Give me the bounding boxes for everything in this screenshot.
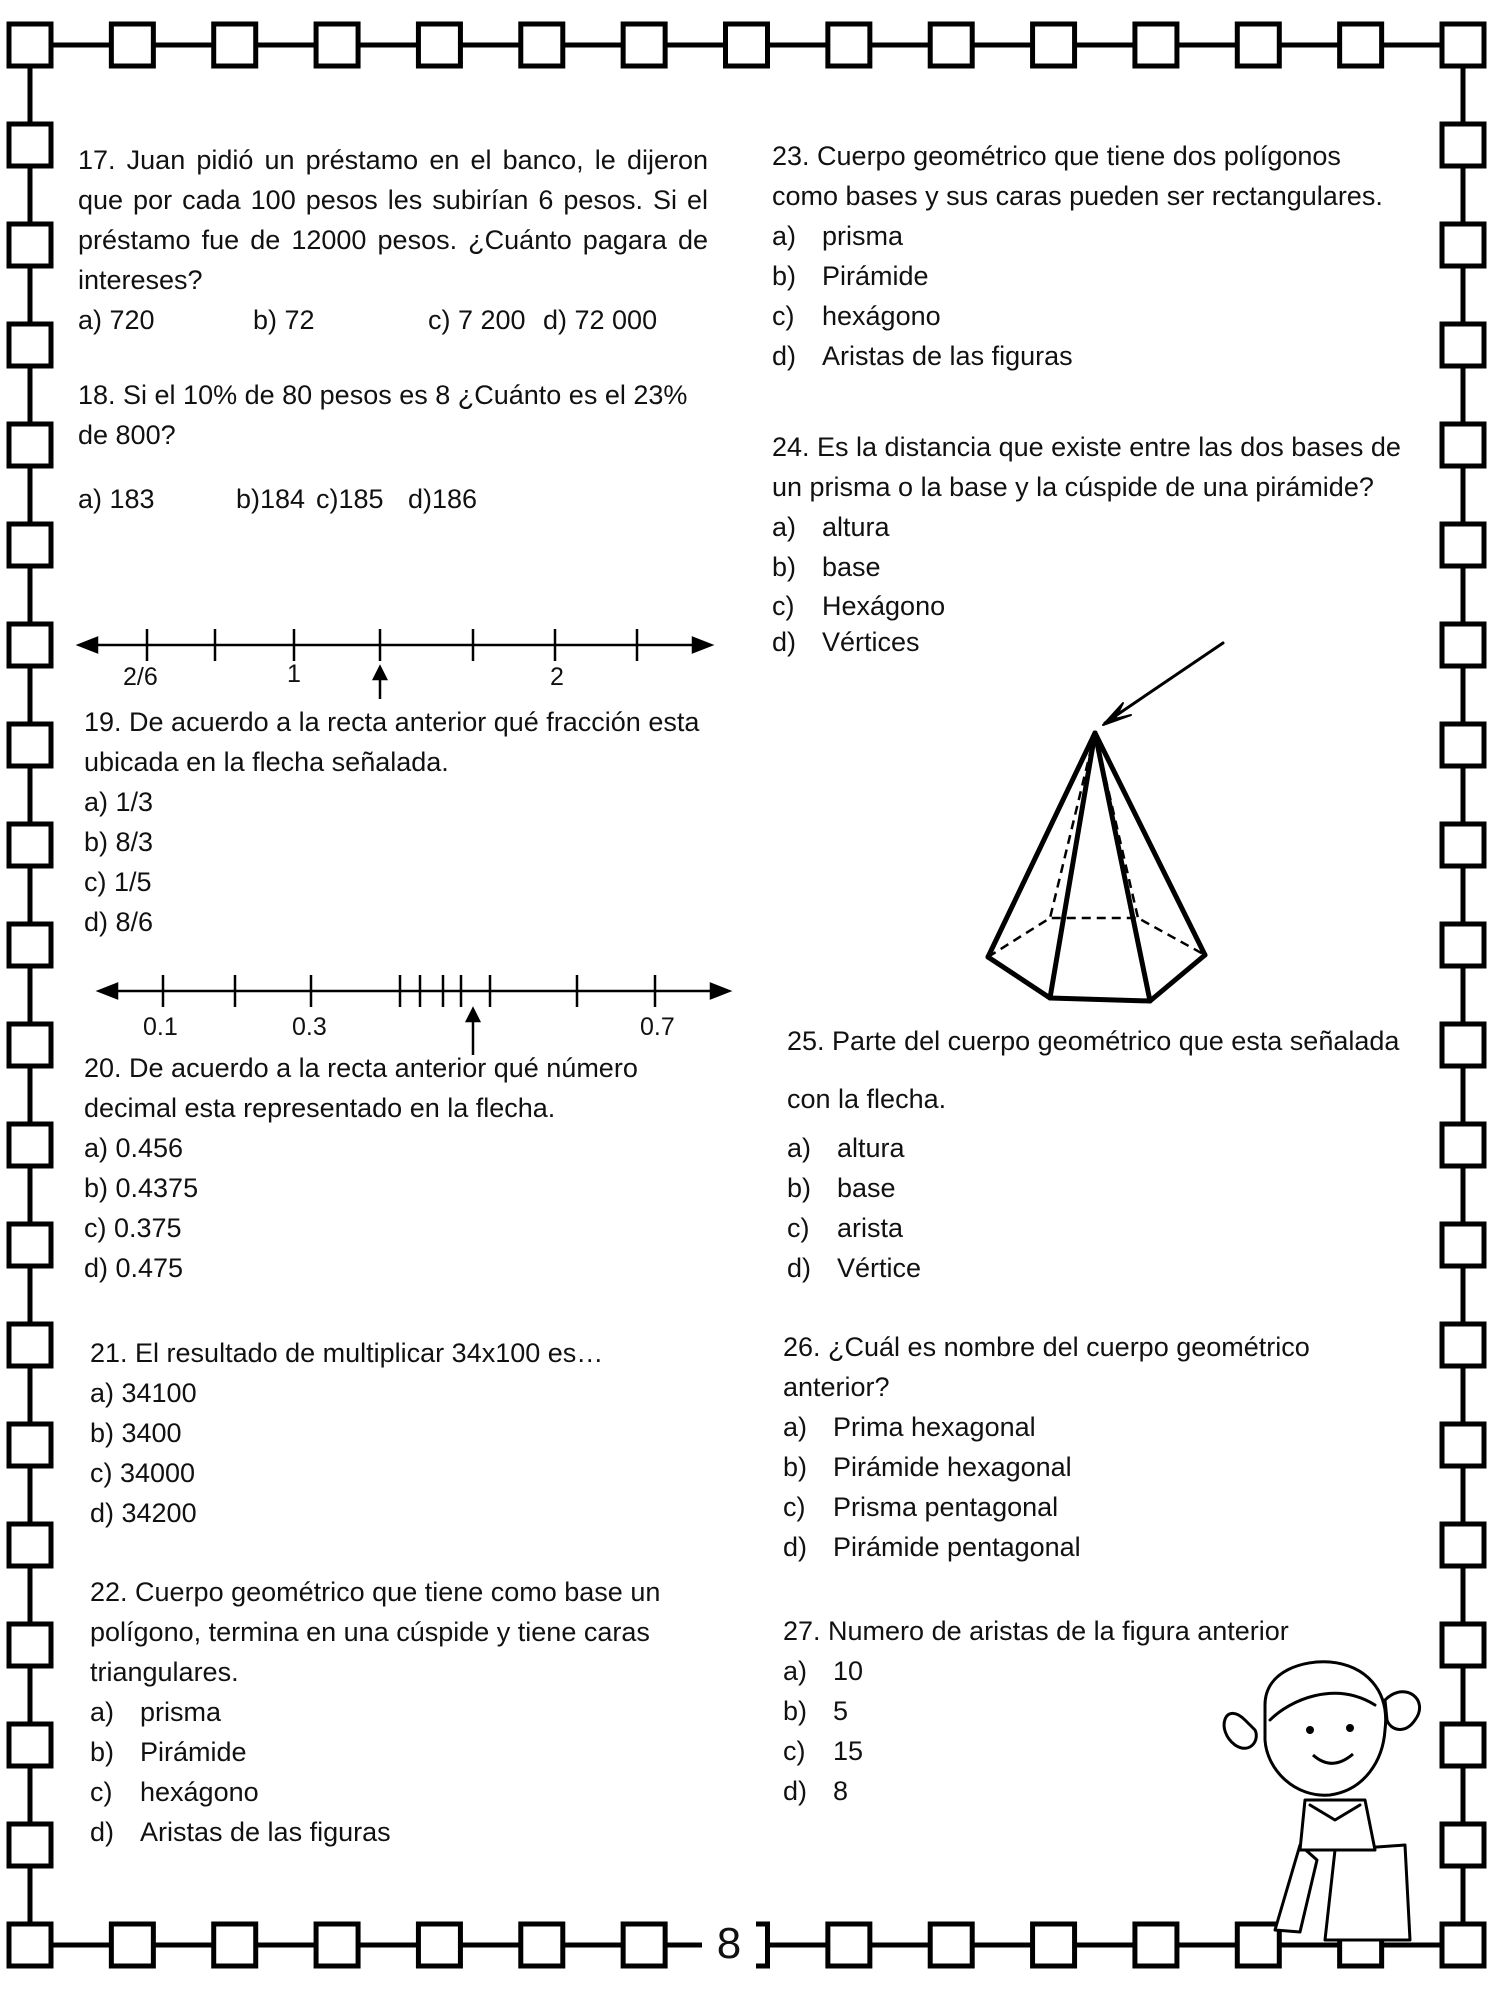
question-24 [772, 427, 1412, 659]
tick-label: 2/6 [123, 663, 158, 691]
option-d[interactable] [90, 1812, 725, 1852]
option-letter: d) [783, 1776, 808, 1806]
girl-illustration [1205, 1660, 1445, 1960]
chain-square [623, 24, 665, 66]
option-b[interactable] [90, 1732, 725, 1772]
option-letter: d) [783, 1532, 808, 1562]
question-23-text: 23. Cuerpo geométrico que tiene dos polígonos como bases y sus caras pueden ser rectangulares. [772, 141, 1383, 211]
pointer-arrow [1105, 643, 1223, 723]
option-a[interactable] [772, 507, 1412, 547]
option-text: 8 [833, 1776, 849, 1806]
chain-square [9, 1124, 51, 1166]
chain-square [9, 1724, 51, 1766]
question-24-text: 24. Es la distancia que existe entre las dos bases de un prisma o la base y la cúspide de una pirámide? [772, 432, 1401, 502]
chain-square [1442, 1424, 1484, 1466]
question-20 [84, 1048, 724, 1288]
chain-square [9, 224, 51, 266]
chain-square [9, 124, 51, 166]
chain-square [9, 624, 51, 666]
chain-square [828, 24, 870, 66]
chain-square [1135, 24, 1177, 66]
chain-square [1442, 624, 1484, 666]
chain-square [1033, 24, 1075, 66]
option-text: altura [822, 512, 890, 542]
question-21-text: 21. El resultado de multiplicar 34x100 es… [90, 1338, 604, 1368]
option-letter: a) [90, 1697, 115, 1727]
chain-square [1442, 1024, 1484, 1066]
option-letter: d) [772, 627, 797, 657]
chain-square [1442, 1724, 1484, 1766]
chain-square [521, 24, 563, 66]
option-text: Aristas de las figuras [822, 341, 1073, 371]
chain-square [111, 24, 153, 66]
option-letter: b) [783, 1696, 808, 1726]
option-letter: d) [787, 1253, 812, 1283]
option-d[interactable] [783, 1527, 1413, 1567]
option-d[interactable]: d) 72 000 [543, 305, 658, 335]
chain-square [1442, 1224, 1484, 1266]
tick-label: 0.1 [143, 1013, 178, 1041]
chain-square [1442, 1924, 1484, 1966]
option-d[interactable]: d) 8/6 [84, 907, 154, 937]
chain-square [316, 1924, 358, 1966]
chain-square [418, 24, 460, 66]
option-b[interactable]: b)184 [236, 484, 306, 514]
option-letter: b) [772, 261, 797, 291]
chain-square [9, 924, 51, 966]
option-b[interactable]: b) 0.4375 [84, 1173, 199, 1203]
option-letter: c) [787, 1213, 810, 1243]
option-text: Prisma pentagonal [833, 1492, 1059, 1522]
option-letter: a) [783, 1656, 808, 1686]
option-text: Pirámide hexagonal [833, 1452, 1072, 1482]
question-26 [783, 1327, 1413, 1567]
option-text: Aristas de las figuras [140, 1817, 391, 1847]
option-text: 5 [833, 1696, 849, 1726]
option-b[interactable] [787, 1168, 1427, 1208]
option-b[interactable] [772, 256, 1402, 296]
question-26-text: 26. ¿Cuál es nombre del cuerpo geométrico anterior? [783, 1332, 1310, 1402]
chain-square [9, 1824, 51, 1866]
option-letter: d) [90, 1817, 115, 1847]
chain-square [1237, 24, 1279, 66]
question-18-options [78, 479, 708, 519]
option-b[interactable] [783, 1447, 1413, 1487]
chain-square [1442, 824, 1484, 866]
option-text: base [837, 1173, 896, 1203]
option-text: Vértices [822, 627, 920, 657]
hexagonal-pyramid-figure [975, 635, 1245, 1015]
option-letter: b) [783, 1452, 808, 1482]
option-a[interactable] [783, 1407, 1413, 1447]
option-text: prisma [140, 1697, 222, 1727]
chain-square [316, 24, 358, 66]
number-line-1 [75, 615, 725, 705]
chain-square [623, 1924, 665, 1966]
option-letter: a) [787, 1133, 812, 1163]
option-text: arista [837, 1213, 904, 1243]
chain-square [1340, 24, 1382, 66]
chain-square [9, 324, 51, 366]
option-letter: c) [783, 1736, 806, 1766]
option-letter: b) [787, 1173, 812, 1203]
chain-square [1442, 424, 1484, 466]
option-text: hexágono [140, 1777, 259, 1807]
option-c[interactable]: c) 1/5 [84, 867, 152, 897]
chain-square [1442, 124, 1484, 166]
question-19 [84, 702, 724, 942]
option-text: base [822, 552, 881, 582]
option-c[interactable]: c) 7 200 [428, 305, 526, 335]
chain-square [9, 1424, 51, 1466]
tick-label: 0.3 [292, 1013, 327, 1041]
option-b[interactable]: b) 8/3 [84, 827, 154, 857]
chain-square [930, 24, 972, 66]
option-d[interactable] [772, 336, 1402, 376]
question-17-text: 17. Juan pidió un préstamo en el banco, le dijeron que por cada 100 pesos les subirían 6 pesos. Si el préstamo fue de 12000 pesos. ¿Cuánto pagara de intereses? [78, 145, 708, 295]
option-text: 10 [833, 1656, 864, 1686]
question-23 [772, 136, 1402, 376]
chain-square [9, 524, 51, 566]
option-d[interactable] [787, 1248, 1427, 1288]
chain-square [1442, 24, 1484, 66]
chain-square [9, 1524, 51, 1566]
option-text: hexágono [822, 301, 941, 331]
option-a[interactable]: a) 183 [78, 484, 155, 514]
option-a[interactable] [787, 1128, 1427, 1168]
option-c[interactable] [772, 296, 1402, 336]
option-letter: b) [90, 1737, 115, 1767]
chain-square [9, 1924, 51, 1966]
tick-label: 2 [550, 663, 564, 691]
option-d[interactable]: d) 0.475 [84, 1253, 184, 1283]
option-letter: c) [772, 301, 795, 331]
chain-square [521, 1924, 563, 1966]
number-line-2 [95, 965, 735, 1055]
option-d[interactable]: d)186 [408, 484, 478, 514]
chain-square [9, 1024, 51, 1066]
chain-square [9, 824, 51, 866]
chain-square [1442, 524, 1484, 566]
chain-square [1442, 1124, 1484, 1166]
option-text: prisma [822, 221, 904, 251]
option-c[interactable]: c) 0.375 [84, 1213, 182, 1243]
chain-square [930, 1924, 972, 1966]
option-a[interactable]: a) 720 [78, 305, 155, 335]
chain-square [1442, 924, 1484, 966]
option-c[interactable] [90, 1772, 725, 1812]
option-text: Pirámide [140, 1737, 247, 1767]
option-letter: c) [772, 591, 795, 621]
option-text: Pirámide [822, 261, 929, 291]
chain-square [9, 1324, 51, 1366]
option-text: Prima hexagonal [833, 1412, 1036, 1442]
option-c[interactable] [787, 1208, 1427, 1248]
option-letter: a) [783, 1412, 808, 1442]
tick-label: 1 [287, 660, 301, 688]
question-21 [90, 1333, 720, 1533]
question-25 [787, 1012, 1427, 1288]
option-c[interactable] [772, 587, 1412, 625]
question-18-text: 18. Si el 10% de 80 pesos es 8 ¿Cuánto es el 23% de 800? [78, 380, 688, 450]
chain-square [214, 1924, 256, 1966]
chain-square [1442, 1824, 1484, 1866]
option-c[interactable]: c) 34000 [90, 1458, 196, 1488]
chain-square [1442, 1524, 1484, 1566]
chain-square [9, 24, 51, 66]
option-letter: a) [772, 512, 797, 542]
option-d[interactable]: d) 34200 [90, 1498, 197, 1528]
option-b[interactable]: b) 72 [253, 305, 315, 335]
question-17-options [78, 300, 708, 340]
chain-square [1442, 324, 1484, 366]
chain-square [214, 24, 256, 66]
chain-square [1135, 1924, 1177, 1966]
option-b[interactable] [772, 547, 1412, 587]
option-letter: c) [90, 1777, 113, 1807]
option-letter: c) [783, 1492, 806, 1522]
chain-square [828, 1924, 870, 1966]
option-text: 15 [833, 1736, 864, 1766]
option-a[interactable] [90, 1692, 725, 1732]
tick-label: 0.7 [640, 1013, 675, 1041]
question-20-text: 20. De acuerdo a la recta anterior qué número decimal esta representado en la flecha. [84, 1053, 638, 1123]
option-a[interactable]: a) 34100 [90, 1378, 197, 1408]
question-17 [78, 140, 708, 340]
option-text: altura [837, 1133, 905, 1163]
option-a[interactable]: a) 1/3 [84, 787, 154, 817]
chain-square [1442, 724, 1484, 766]
chain-square [111, 1924, 153, 1966]
chain-square [1442, 1624, 1484, 1666]
option-a[interactable] [772, 216, 1402, 256]
option-text: Pirámide pentagonal [833, 1532, 1081, 1562]
chain-square [9, 1624, 51, 1666]
option-letter: b) [772, 552, 797, 582]
question-25-text: 25. Parte del cuerpo geométrico que esta señalada con la flecha. [787, 1026, 1400, 1114]
option-b[interactable]: b) 3400 [90, 1418, 182, 1448]
chain-square [9, 1224, 51, 1266]
page-number: 8 [702, 1918, 756, 1970]
option-text: Vértice [837, 1253, 922, 1283]
question-22 [90, 1572, 725, 1852]
chain-square [1033, 1924, 1075, 1966]
chain-square [1442, 224, 1484, 266]
option-a[interactable]: a) 0.456 [84, 1133, 184, 1163]
chain-square [418, 1924, 460, 1966]
option-text: Hexágono [822, 591, 946, 621]
chain-square [9, 424, 51, 466]
question-18 [78, 375, 708, 519]
option-c[interactable] [783, 1487, 1413, 1527]
question-22-text: 22. Cuerpo geométrico que tiene como base un polígono, termina en una cúspide y tiene caras triangulares. [90, 1577, 661, 1687]
option-letter: d) [772, 341, 797, 371]
chain-square [726, 24, 768, 66]
chain-square [9, 724, 51, 766]
option-c[interactable]: c)185 [316, 484, 384, 514]
option-letter: a) [772, 221, 797, 251]
question-27-text: 27. Numero de aristas de la figura anterior [783, 1616, 1289, 1646]
chain-square [1442, 1324, 1484, 1366]
question-19-text: 19. De acuerdo a la recta anterior qué fracción esta ubicada en la flecha señalada. [84, 707, 700, 777]
